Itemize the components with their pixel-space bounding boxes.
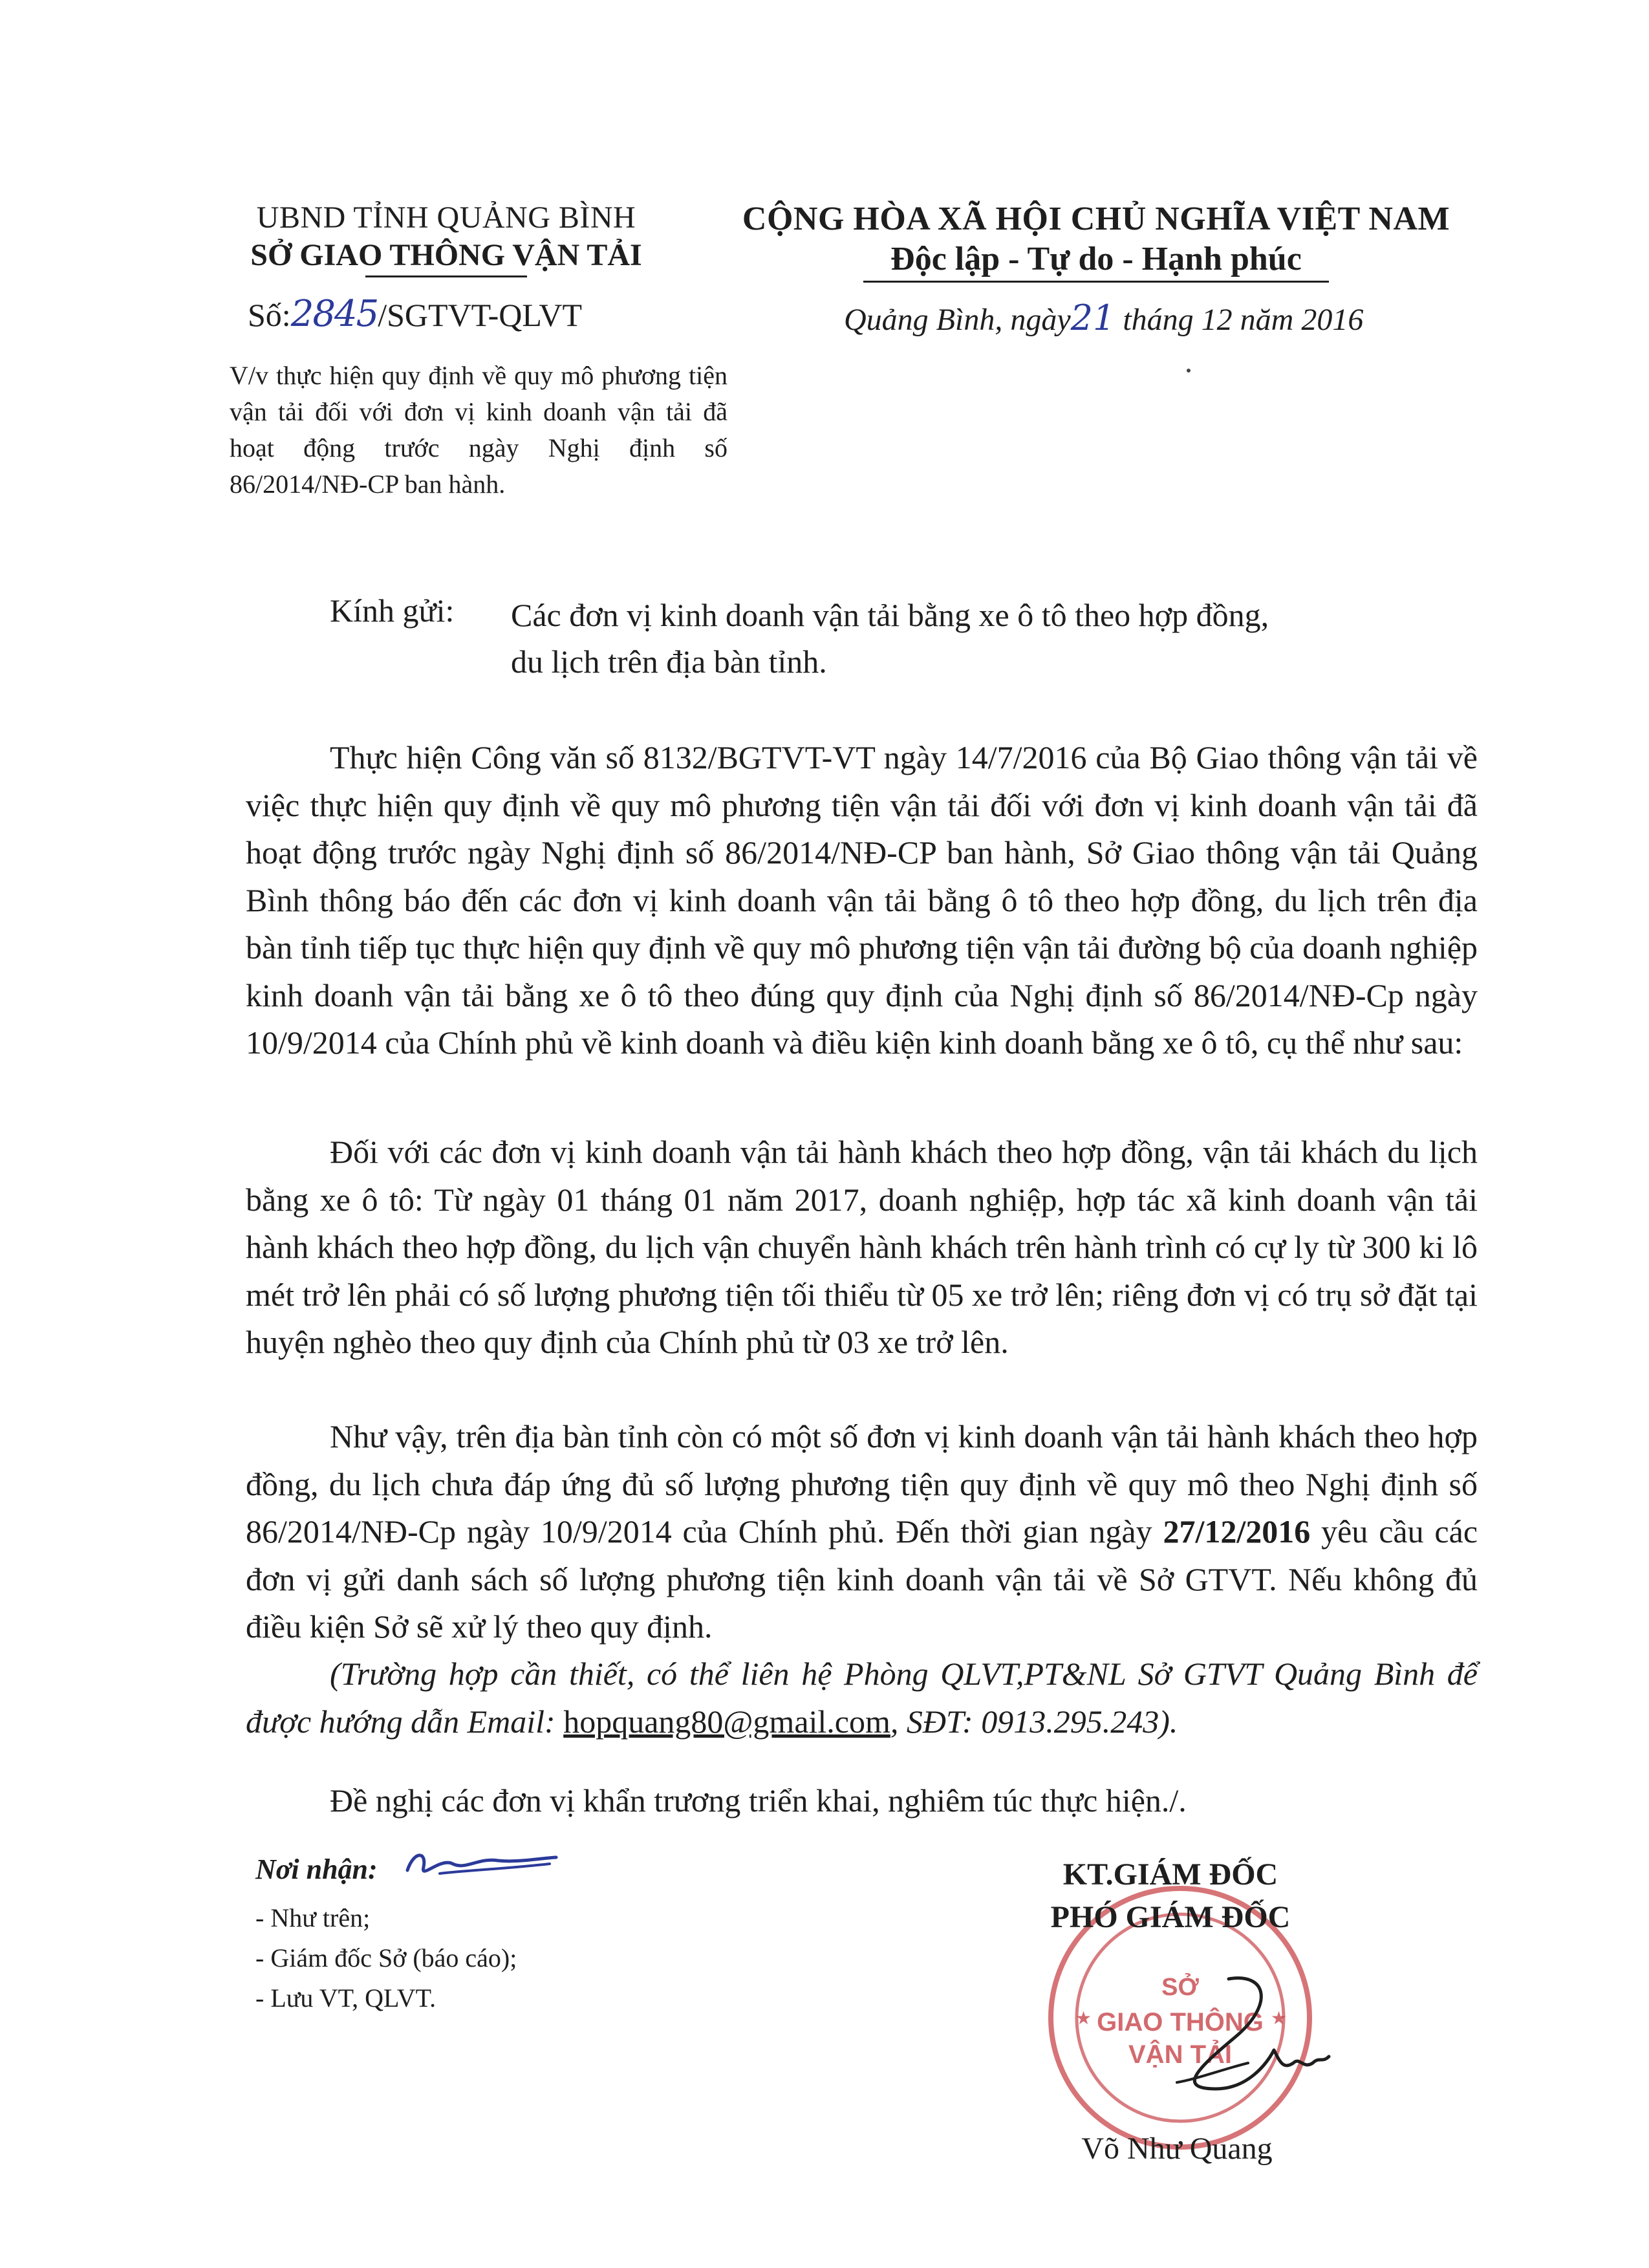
signature-title-2: PHÓ GIÁM ĐỐC	[1050, 1900, 1291, 1934]
paragraph-text: Thực hiện Công văn số 8132/BGTVT-VT ngày 14/7/2016 của Bộ Giao thông vận tải về việc thực hiện quy định về quy mô phương tiện vận tải đối với đơn vị kinh doanh vận tải đã hoạt động trước ngày Nghị định số 86/2014/NĐ-CP ban hành, Sở Giao thông vận tải Quảng Bình thông báo đến các đơn vị kinh doanh vận tải bằng ô tô theo hợp đồng, du lịch trên địa bàn tỉnh tiếp tục thực hiện quy định về quy mô phương tiện vận tải đường bộ của doanh nghiệp kinh doanh vận tải bằng xe ô tô theo đúng quy định của Nghị định số 86/2014/NĐ-Cp ngày 10/9/2014 của Chính phủ về kinh doanh và điều kiện kinh doanh bằng xe ô tô, cụ thể như sau:	[246, 739, 1478, 1061]
document-number	[248, 293, 582, 335]
paragraph-text: Đề nghị các đơn vị khẩn trương triển khai, nghiêm túc thực hiện./.	[330, 1782, 1187, 1819]
contact-email-link[interactable]: hopquang80@gmail.com	[563, 1703, 890, 1740]
stamp-text-top: SỞ	[1161, 1974, 1199, 2001]
list-item: - Như trên;	[255, 1903, 371, 1932]
national-title	[724, 199, 1468, 283]
stamp-text-bottom: VẬN TẢI	[1128, 2040, 1232, 2069]
body-paragraph-closing	[246, 1777, 1478, 1825]
paragraph-text: Đối với các đơn vị kinh doanh vận tải hành khách theo hợp đồng, vận tải khách du lịch bằng xe ô tô: Từ ngày 01 tháng 01 năm 2017, doanh nghiệp, hợp tác xã kinh doanh vận tải hành khách theo hợp đồng, du lịch vận chuyển hành khách trên hành trình có cự ly từ 300 ki lô mét trở lên phải có số lượng phương tiện tối thiểu từ 05 xe trở lên; riêng đơn vị có trụ sở đặt tại huyện nghèo theo quy định của Chính phủ từ 03 xe trở lên.	[246, 1134, 1478, 1360]
svg-text:★: ★	[1075, 2009, 1092, 2029]
recipient-text	[511, 592, 1429, 685]
body-paragraph-contact	[246, 1650, 1478, 1745]
doc-number-suffix: /SGTVT-QLVT	[378, 297, 582, 333]
agency-underline	[365, 275, 527, 277]
recipients-list	[255, 1898, 517, 2018]
list-item: - Lưu VT, QLVT.	[255, 1983, 436, 2013]
national-motto: Độc lập - Tự do - Hạnh phúc	[890, 241, 1302, 277]
doc-number-handwritten: 2845	[290, 293, 378, 335]
motto-underline	[863, 281, 1329, 283]
svg-text:★: ★	[1271, 2009, 1288, 2029]
issue-date	[844, 297, 1363, 338]
date-prefix: Quảng Bình, ngày	[844, 303, 1071, 337]
body-paragraph-3	[246, 1413, 1478, 1651]
deadline-date: 27/12/2016	[1163, 1513, 1311, 1550]
stamp-text-mid: GIAO THÔNG	[1097, 2008, 1264, 2036]
signer-name: Võ Như Quang	[1081, 2132, 1273, 2166]
agency-parent: UBND TỈNH QUẢNG BÌNH	[256, 200, 636, 235]
recipient-line-2: du lịch trên địa bàn tỉnh.	[511, 643, 827, 680]
recipients-label: Nơi nhận:	[255, 1853, 378, 1885]
issuing-agency	[213, 199, 679, 277]
director-signature	[1138, 1966, 1332, 2108]
paragraph-text: Như vậy, trên địa bàn tỉnh còn có một số đơn vị kinh doanh vận tải hành khách theo hợp đồng, du lịch chưa đáp ứng đủ số lượng phương tiện quy định về quy mô theo Nghị định số 86/2014/NĐ-Cp ngày 10/9/2014 của Chính phủ. Đến thời gian ngày	[246, 1418, 1478, 1550]
date-day-handwritten: 21	[1070, 297, 1116, 338]
signature-title	[989, 1853, 1352, 1939]
date-suffix: tháng 12 năm 2016	[1123, 303, 1364, 337]
body-paragraph-1	[246, 734, 1478, 1067]
recipient-line-1: Các đơn vị kinh doanh vận tải bằng xe ô tô theo hợp đồng,	[511, 597, 1269, 633]
paragraph-text: (Trường hợp cần thiết, có thể liên hệ Phòng QLVT,PT&NL Sở GTVT Quảng Bình để được hướng dẫn Email:	[246, 1656, 1478, 1740]
doc-number-prefix: Số:	[248, 297, 291, 333]
list-item: - Giám đốc Sở (báo cáo);	[255, 1943, 517, 1972]
scan-speck	[1187, 369, 1191, 373]
republic-title: CỘNG HÒA XÃ HỘI CHỦ NGHĨA VIỆT NAM	[742, 200, 1450, 237]
paragraph-text: yêu cầu các đơn vị gửi danh sách số lượng phương tiện kinh doanh vận tải về Sở GTVT. Nếu không đủ điều kiện Sở sẽ xử lý theo quy định.	[246, 1513, 1478, 1645]
initial-signature	[401, 1844, 563, 1890]
signature-title-1: KT.GIÁM ĐỐC	[1062, 1857, 1278, 1892]
paragraph-text: , SĐT: 0913.295.243).	[890, 1703, 1178, 1740]
subject-line: V/v thực hiện quy định về quy mô phương tiện vận tải đối với đơn vị kinh doanh vận tải đã hoạt động trước ngày Nghị định số 86/2014/NĐ-CP ban hành.	[230, 361, 727, 499]
recipient-label: Kính gửi:	[330, 592, 455, 629]
agency-name: SỞ GIAO THÔNG VẬN TẢI	[250, 238, 642, 272]
body-paragraph-2	[246, 1129, 1478, 1366]
